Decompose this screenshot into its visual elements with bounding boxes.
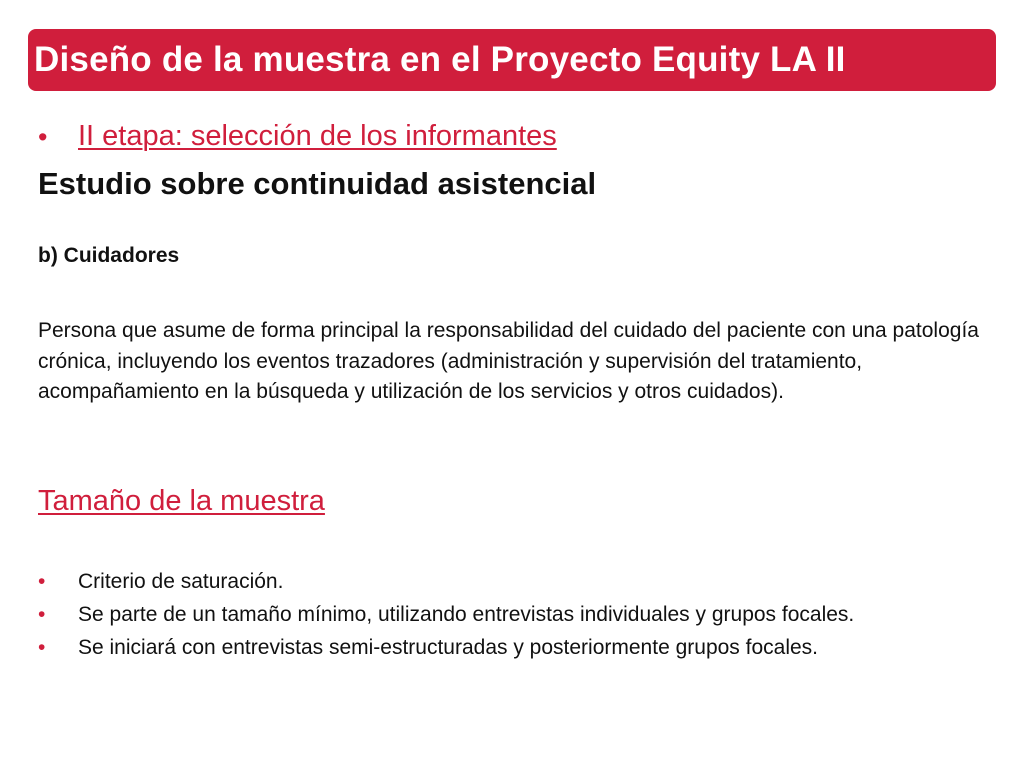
- criteria-list: [38, 566, 998, 665]
- section-label-caregivers: b) Cuidadores: [38, 244, 180, 267]
- bullet-dot: •: [38, 570, 46, 593]
- stage-heading: II etapa: selección de los informantes: [78, 120, 557, 152]
- slide-title: Diseño de la muestra en el Proyecto Equity LA II: [34, 40, 846, 79]
- criteria-text: Se iniciará con entrevistas semi-estructuradas y posteriormente grupos focales.: [78, 636, 819, 659]
- bullet-dot: •: [38, 636, 46, 659]
- study-heading: Estudio sobre continuidad asistencial: [38, 166, 597, 201]
- title-bar: [28, 29, 996, 91]
- sample-size-heading: Tamaño de la muestra: [38, 485, 325, 517]
- bullet-dot: •: [38, 603, 46, 626]
- criteria-item: [38, 632, 998, 663]
- criteria-text: Se parte de un tamaño mínimo, utilizando entrevistas individuales y grupos focales.: [78, 603, 855, 626]
- caregiver-definition: Persona que asume de forma principal la responsabilidad del cuidado del paciente con una patología crónica, incluyendo los eventos trazadores (administración y supervisión del tratamiento, acompañamiento en la búsqueda y utilización de los servicios y otros cuidados).: [38, 319, 979, 403]
- stage-bullet: •: [38, 122, 48, 152]
- criteria-item: [38, 599, 998, 630]
- criteria-item: [38, 566, 998, 597]
- criteria-text: Criterio de saturación.: [78, 570, 284, 593]
